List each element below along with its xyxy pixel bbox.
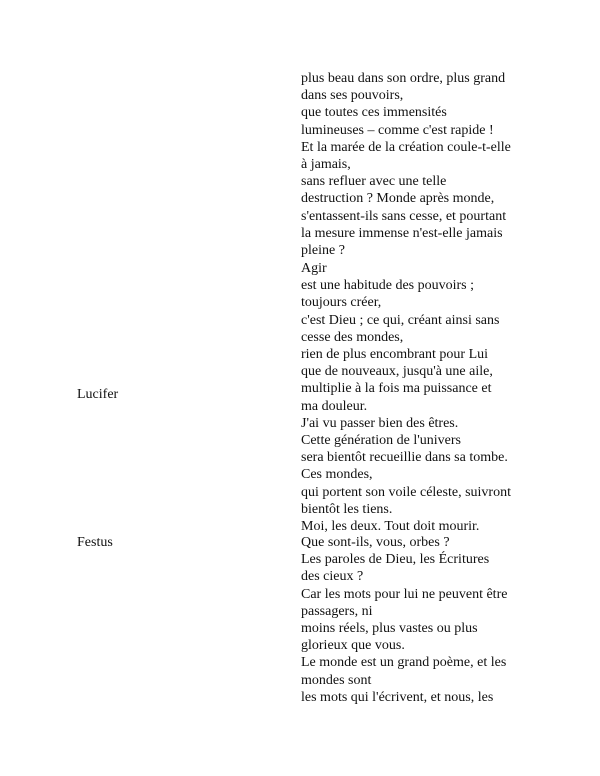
verse-line: mondes sont <box>301 672 372 688</box>
verse-line: plus beau dans son ordre, plus grand <box>301 71 506 86</box>
verse-line: destruction ? Monde après monde, <box>301 191 495 207</box>
verse-line: Agir <box>301 261 327 276</box>
verse-line: J'ai vu passer bien des êtres. <box>301 415 459 431</box>
verse-line: dans ses pouvoirs, <box>301 88 404 104</box>
verse-line: pleine ? <box>301 243 345 259</box>
verse-line: moins réels, plus vastes ou plus <box>301 621 478 637</box>
verse-line: Ces mondes, <box>301 467 373 483</box>
verse-line: à jamais, <box>301 157 351 173</box>
verse-line: toujours créer, <box>301 295 382 311</box>
verse-line: sans refluer avec une telle <box>301 174 447 190</box>
verse-line: ma douleur. <box>301 398 368 414</box>
verse-line: multiplie à la fois ma puissance et <box>301 381 492 397</box>
verse-line: est une habitude des pouvoirs ; <box>301 278 475 294</box>
verse-line: sera bientôt recueillie dans sa tombe. <box>301 450 508 466</box>
verse-line: glorieux que vous. <box>301 638 405 654</box>
verse-line: Moi, les deux. Tout doit mourir. <box>301 519 480 535</box>
verse-line: Que sont-ils, vous, orbes ? <box>301 535 450 550</box>
verse-line: lumineuses – comme c'est rapide ! <box>301 122 494 138</box>
verse-line: s'entassent-ils sans cesse, et pourtant <box>301 208 507 224</box>
verse-line: passagers, ni <box>301 603 373 619</box>
speaker-lucifer: Lucifer <box>77 387 119 402</box>
passage-festus <box>301 534 541 706</box>
verse-line: Le monde est un grand poème, et les <box>301 655 507 671</box>
verse-line: bientôt les tiens. <box>301 501 393 517</box>
verse-line: des cieux ? <box>301 569 364 585</box>
verse-line: la mesure immense n'est-elle jamais <box>301 225 503 241</box>
verse-line: c'est Dieu ; ce qui, créant ainsi sans <box>301 312 500 328</box>
verse-line: qui portent son voile céleste, suivront <box>301 484 511 500</box>
passage-lucifer <box>301 260 541 535</box>
verse-line: rien de plus encombrant pour Lui <box>301 347 489 363</box>
verse-line: que de nouveaux, jusqu'à une aile, <box>301 364 493 380</box>
verse-line: Car les mots pour lui ne peuvent être <box>301 586 508 602</box>
verse-line: que toutes ces immensités <box>301 105 447 121</box>
verse-line: les mots qui l'écrivent, et nous, les <box>301 689 494 705</box>
verse-line: cesse des mondes, <box>301 329 404 345</box>
verse-line: Et la marée de la création coule-t-elle <box>301 139 511 155</box>
verse-line: Cette génération de l'univers <box>301 433 461 449</box>
speaker-festus: Festus <box>77 535 113 550</box>
passage-continuation <box>301 70 541 259</box>
verse-line: Les paroles de Dieu, les Écritures <box>301 552 490 568</box>
